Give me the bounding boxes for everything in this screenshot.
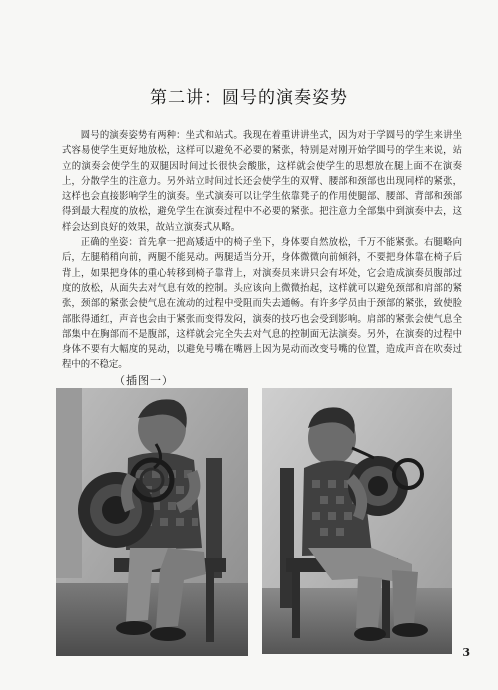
figure-caption: （插图一）: [114, 374, 174, 387]
body-text: [62, 128, 462, 373]
chapter-title: 第二讲：圆号的演奏姿势: [150, 88, 348, 108]
horn-player-photo-front: [56, 388, 248, 656]
horn-player-front-illustration: [56, 388, 248, 656]
paragraph-intro: 圆号的演奏姿势有两种：坐式和站式。我现在着重讲讲坐式，因为对于学圆号的学生来讲坐式容易使学生更好地放松，这样可以避免不必要的紧张，特别是对刚开始学圆号的学生来说，站立的演奏会使学生的双腿因时间过长很快会酸胀，这样就会使学生的思想放在腿上面不在演奏上，分散学生的注意力。另外站立时间过长还会使学生的双臂、腰部和颈部也出现同样的紧张，这样也会直接影响学生的演奏。坐式演奏可以让学生依靠凳子的作用使腿部、腰部、背部和颈部得到最大程度的放松，避免学生在演奏过程中不必要的紧张。把注意力全部集中到演奏中去，这样会达到良好的效果，故站立演奏式从略。: [62, 130, 462, 233]
paragraph-posture: 正确的坐姿：首先拿一把高矮适中的椅子坐下，身体要自然放松，千万不能紧张。右腿略向后，左腿稍稍向前，两腿不能晃动。两腿适当分开，身体微微向前倾斜，不要把身体靠在椅子后背上，如果把身体的重心转移到椅子靠背上，对演奏员来讲只会有坏处，它会造成演奏员腹部过度的放松，从面失去对气息有效的控制。头应该向上微微抬起，这样就可以避免颈部和肩部的紧张，颈部的紧张会使气息在流动的过程中受阻而失去通畅。有许多学员由于颈部的紧张，致使脸部胀得通红，声音也会由于紧张而变得发闷，演奏的技巧也会受到影响。肩部的紧张会使气息全部集中在胸部而不是腹部，这样就会完全失去对气息的控制面无法演奏。另外，在演奏的过程中身体不要有大幅度的晃动，以避免号嘴在嘴唇上因为晃动而改变号嘴的位置，造成声音在吹奏过程中的不稳定。: [62, 237, 462, 371]
horn-player-photo-side: [262, 388, 452, 654]
page-number: 3: [462, 646, 470, 659]
horn-player-side-illustration: [262, 388, 452, 654]
